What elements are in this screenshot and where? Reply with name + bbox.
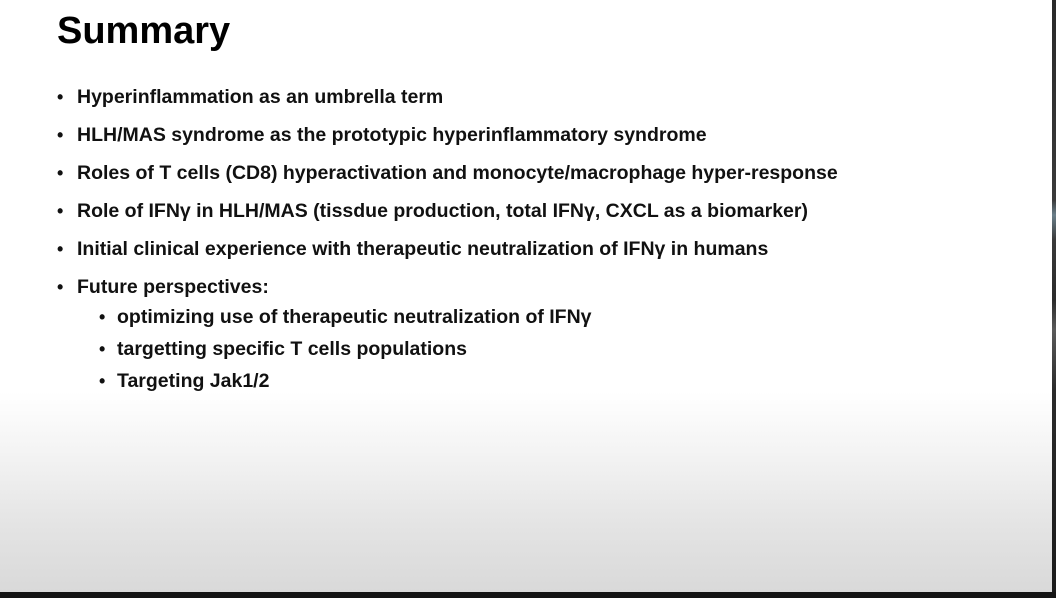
bullet-list — [57, 84, 838, 400]
bullet-item — [57, 84, 838, 122]
bullet-text: Roles of T cells (CD8) hyperactivation and monocyte/macrophage hyper-response — [77, 162, 838, 184]
bullet-text: Initial clinical experience with therapeutic neutralization of IFNγ in humans — [77, 238, 769, 260]
sub-bullet-item — [99, 336, 838, 368]
slide-title: Summary — [57, 10, 231, 52]
window-edge-bottom — [0, 592, 1056, 598]
bullet-dot: • — [99, 307, 106, 327]
sub-bullet-item — [99, 304, 838, 336]
sub-bullet-list — [99, 304, 838, 400]
sub-bullet-text: Targeting Jak1/2 — [117, 370, 270, 392]
bullet-text: HLH/MAS syndrome as the prototypic hyperinflammatory syndrome — [77, 124, 707, 146]
bullet-item — [57, 274, 838, 400]
bullet-text: Hyperinflammation as an umbrella term — [77, 86, 444, 108]
bullet-text: Role of IFNγ in HLH/MAS (tissdue production, total IFNγ, CXCL as a biomarker) — [77, 200, 808, 222]
bullet-item — [57, 122, 838, 160]
bullet-dot: • — [57, 163, 64, 183]
bullet-item — [57, 236, 838, 274]
bullet-item — [57, 198, 838, 236]
sub-bullet-text: optimizing use of therapeutic neutralization of IFNγ — [117, 306, 592, 328]
bullet-item — [57, 160, 838, 198]
bullet-dot: • — [57, 87, 64, 107]
bullet-dot: • — [99, 339, 106, 359]
bullet-text: Future perspectives: — [77, 276, 269, 298]
sub-bullet-item — [99, 368, 838, 400]
bullet-dot: • — [57, 277, 64, 297]
bullet-dot: • — [99, 371, 106, 391]
sub-bullet-text: targetting specific T cells populations — [117, 338, 467, 360]
window-edge-right — [1052, 0, 1056, 598]
bullet-dot: • — [57, 201, 64, 221]
bullet-dot: • — [57, 239, 64, 259]
bullet-dot: • — [57, 125, 64, 145]
